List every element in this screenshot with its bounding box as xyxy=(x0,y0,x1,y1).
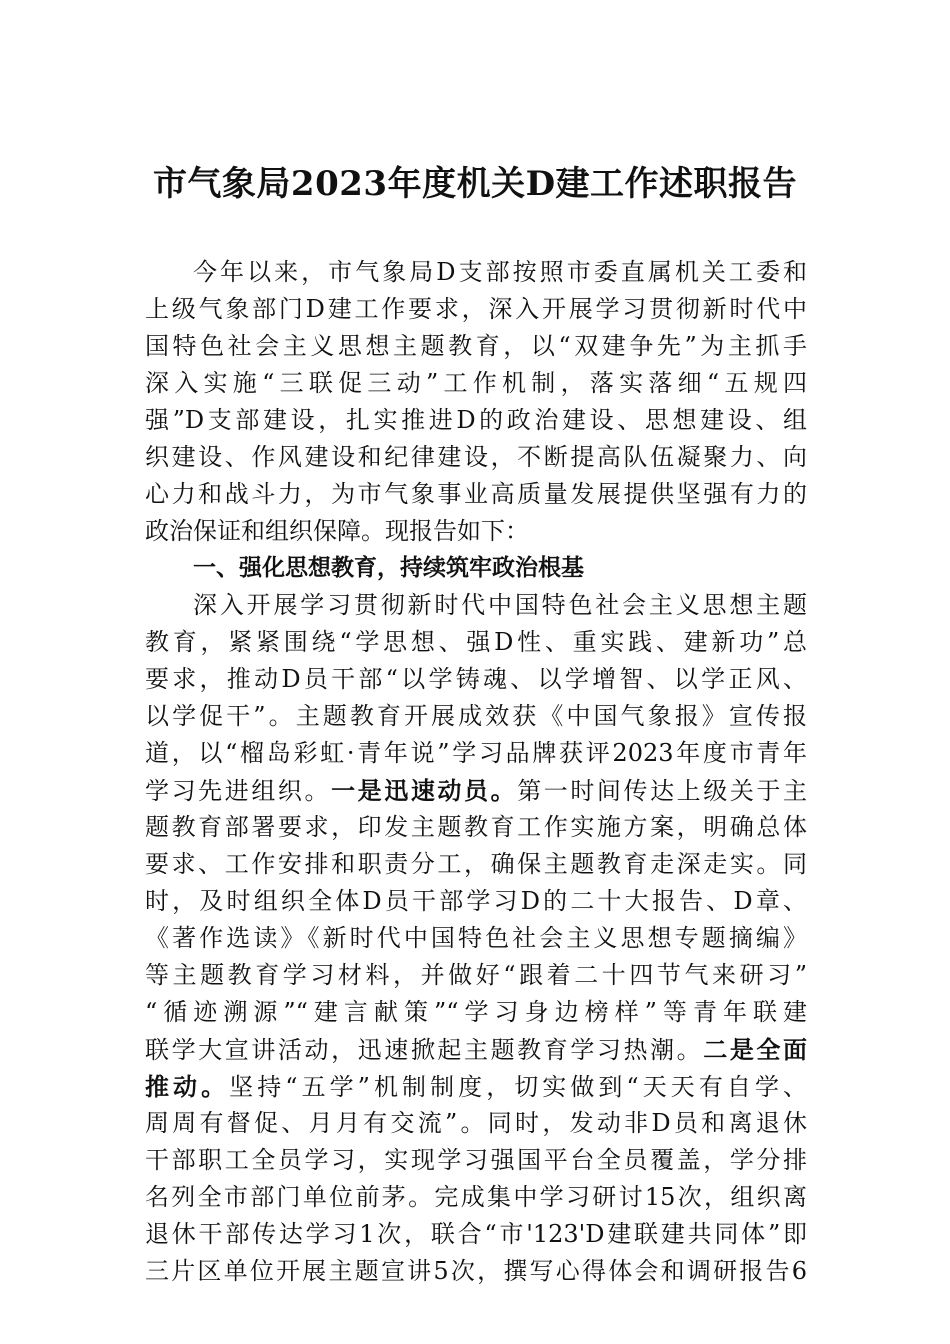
paragraph-line: 《著作选读》《新时代中国特色社会主义思想专题摘编》 xyxy=(145,924,807,952)
document-body xyxy=(145,254,807,1290)
text-run: 学习先进组织。 xyxy=(145,777,332,805)
paragraph-line: 深入实施“三联促三动”工作机制，落实落细“五规四 xyxy=(145,369,807,397)
paragraph-line: 政治保证和组织保障。现报告如下： xyxy=(145,517,529,545)
paragraph-line: 今年以来，市气象局D支部按照市委直属机关工委和 xyxy=(193,258,807,286)
paragraph-line: 以学促干”。主题教育开展成效获《中国气象报》宣传报 xyxy=(145,702,807,730)
text-run: 联学大宣讲活动，迅速掀起主题教育学习热潮。 xyxy=(145,1036,704,1064)
paragraph-line: 干部职工全员学习，实现学习强国平台全员覆盖，学分排 xyxy=(145,1146,807,1174)
paragraph-line: 要求、工作安排和职责分工，确保主题教育走深走实。同 xyxy=(145,850,807,878)
paragraph-line: 心力和战斗力，为市气象事业高质量发展提供坚强有力的 xyxy=(145,480,807,508)
section-heading: 一、强化思想教育，持续筑牢政治根基 xyxy=(193,555,584,581)
paragraph-line: 时，及时组织全体D员干部学习D的二十大报告、D章、 xyxy=(145,887,807,915)
paragraph-line: 上级气象部门D建工作要求，深入开展学习贯彻新时代中 xyxy=(145,295,807,323)
paragraph-line xyxy=(145,1031,807,1068)
paragraph-line: 名列全市部门单位前茅。完成集中学习研讨15次，组织离 xyxy=(145,1183,807,1211)
paragraph-line xyxy=(145,1068,807,1105)
paragraph-line: 周周有督促、月月有交流”。同时，发动非D员和离退休 xyxy=(145,1109,807,1137)
paragraph-line: 教育，紧紧围绕“学思想、强D性、重实践、建新功”总 xyxy=(145,628,807,656)
paragraph-line: “循迹溯源”“建言献策”“学习身边榜样”等青年联建 xyxy=(145,998,807,1026)
document-title: 市气象局2023年度机关D建工作述职报告 xyxy=(152,164,798,204)
paragraph-line: 国特色社会主义思想主题教育，以“双建争先”为主抓手 xyxy=(145,332,807,360)
text-run: 坚持“五学”机制制度，切实做到“天天有自学、 xyxy=(229,1073,807,1101)
text-run: 第一时间传达上级关于主 xyxy=(517,777,807,805)
emphasis-text: 推动。 xyxy=(145,1072,230,1101)
paragraph-line: 三片区单位开展主题宣讲5次，撰写心得体会和调研报告6 xyxy=(145,1257,807,1285)
paragraph-line: 道，以“榴岛彩虹·青年说”学习品牌获评2023年度市青年 xyxy=(145,739,807,767)
paragraph-line xyxy=(145,772,807,809)
paragraph-line: 退休干部传达学习1次，联合“市'123'D建联建共同体”即 xyxy=(145,1220,807,1248)
paragraph-line: 要求，推动D员干部“以学铸魂、以学增智、以学正风、 xyxy=(145,665,807,693)
emphasis-text: 一是迅速动员。 xyxy=(331,776,518,805)
emphasis-text: 二是全面 xyxy=(703,1035,807,1064)
paragraph-line: 等主题教育学习材料，并做好“跟着二十四节气来研习” xyxy=(145,961,807,989)
paragraph-line: 强”D支部建设，扎实推进D的政治建设、思想建设、组 xyxy=(145,406,807,434)
paragraph-line: 织建设、作风建设和纪律建设，不断提高队伍凝聚力、向 xyxy=(145,443,807,471)
paragraph-line: 深入开展学习贯彻新时代中国特色社会主义思想主题 xyxy=(193,591,807,619)
paragraph-line: 题教育部署要求，印发主题教育工作实施方案，明确总体 xyxy=(145,813,807,841)
